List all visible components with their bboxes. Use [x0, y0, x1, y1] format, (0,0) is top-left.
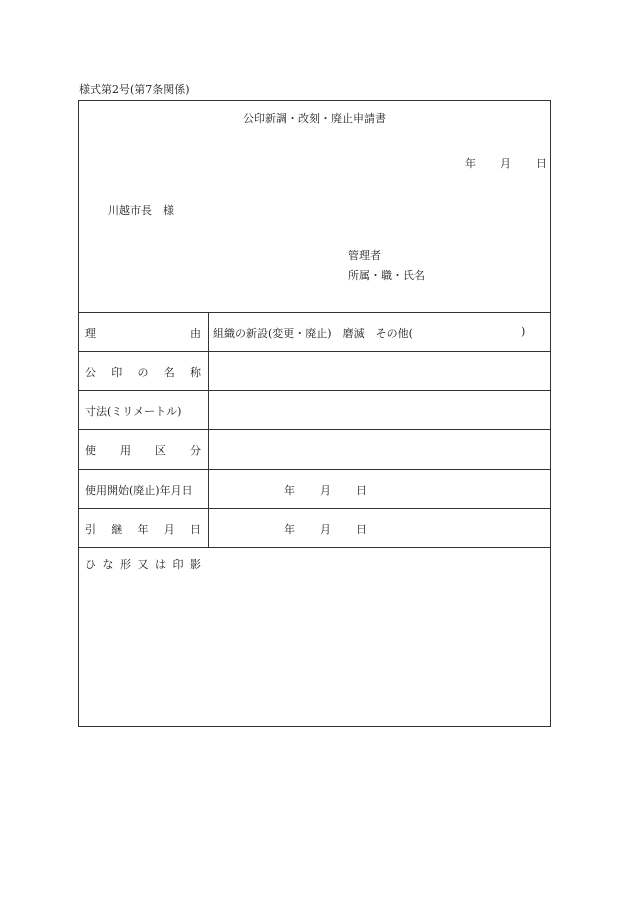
column-divider [208, 312, 209, 547]
reason-options: 組織の新設(変更・廃止) 磨滅 その他( [213, 327, 413, 340]
usage-category-label [85, 442, 201, 458]
label-char: 年 [137, 523, 149, 536]
applicant-affiliation: 所属・職・氏名 [348, 269, 425, 282]
form-title: 公印新調・改刻・廃止申請書 [243, 112, 386, 125]
dimensions-label: 寸法(ミリメートル) [85, 405, 182, 418]
impression-label [85, 556, 201, 572]
label-char: 月 [163, 523, 175, 536]
divider [79, 469, 550, 470]
application-form [78, 100, 551, 727]
date-month: 月 [500, 157, 511, 170]
seal-name-label [85, 364, 201, 380]
label-char: 印 [172, 558, 184, 571]
label-char: 使 [85, 444, 96, 457]
start-date-year: 年 [284, 484, 295, 497]
label-char: は [155, 558, 166, 571]
date-day: 日 [536, 157, 547, 170]
label-char: 名 [163, 366, 175, 379]
label-char: 分 [190, 444, 201, 457]
label-char: 称 [190, 366, 201, 379]
label-char: の [137, 366, 149, 379]
label-char: ひ [85, 558, 96, 571]
label-char: 理 [85, 327, 96, 340]
reason-label [85, 325, 201, 341]
divider [79, 312, 550, 313]
label-char: 日 [190, 523, 201, 536]
start-date-label: 使用開始(廃止)年月日 [85, 484, 193, 497]
label-char: 引 [85, 523, 96, 536]
start-date-day: 日 [356, 484, 367, 497]
handover-date-month: 月 [320, 523, 331, 536]
addressee: 川越市長 様 [108, 204, 174, 217]
label-char: 用 [120, 444, 131, 457]
label-char: な [102, 558, 114, 571]
divider [79, 390, 550, 391]
divider [79, 351, 550, 352]
form-number: 様式第2号(第7条関係) [79, 83, 190, 96]
handover-date-label [85, 521, 201, 537]
reason-close-paren: ) [521, 325, 526, 338]
label-char: 区 [155, 444, 166, 457]
label-char: 印 [111, 366, 123, 379]
divider [79, 547, 550, 548]
handover-date-day: 日 [356, 523, 367, 536]
label-char: 由 [190, 327, 201, 340]
label-char: 公 [85, 366, 96, 379]
label-char: 形 [120, 558, 131, 571]
start-date-month: 月 [320, 484, 331, 497]
label-char: 影 [190, 558, 201, 571]
label-char: 又 [137, 558, 149, 571]
divider [79, 429, 550, 430]
applicant-label: 管理者 [348, 249, 381, 262]
date-year: 年 [465, 157, 476, 170]
label-char: 継 [111, 523, 123, 536]
handover-date-year: 年 [284, 523, 295, 536]
divider [79, 508, 550, 509]
